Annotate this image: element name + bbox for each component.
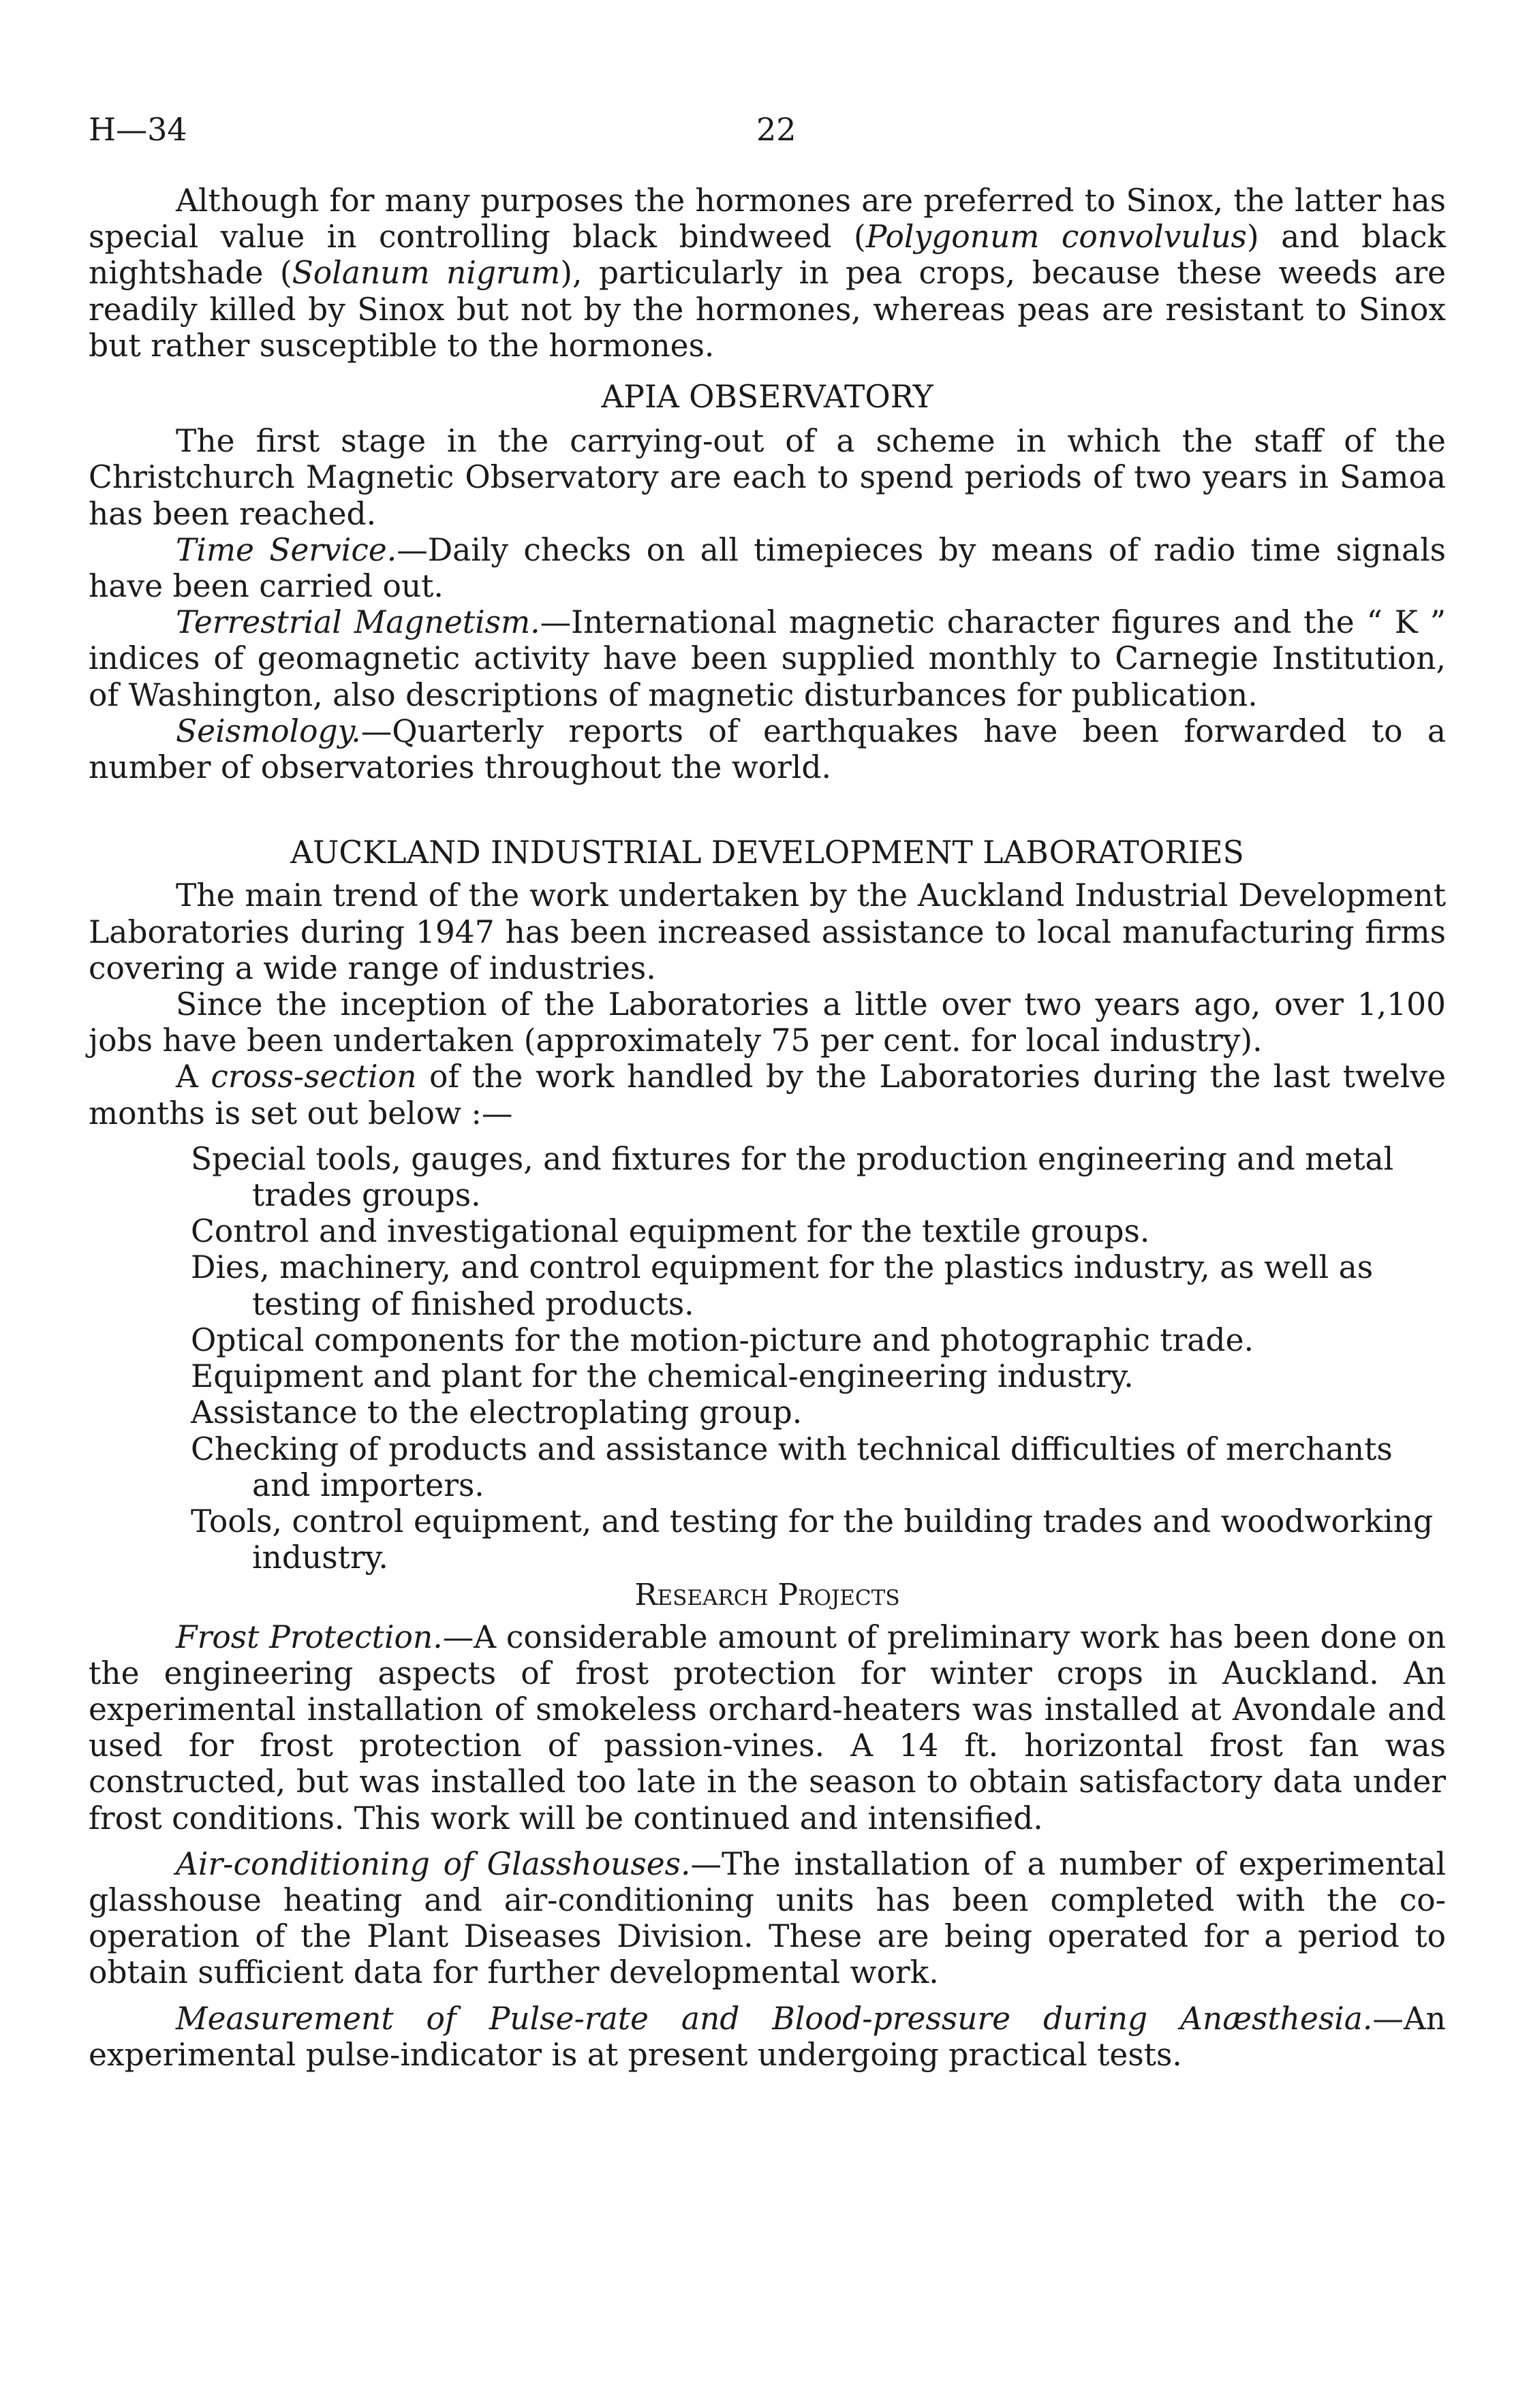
list-item: Optical components for the motion-picture and photographic trade. <box>191 1322 1254 1358</box>
auckland-p3-text-b: of the work handled by the Laboratories during the last twelve months is set out below :— <box>89 1059 1446 1131</box>
intro-text-3: ), particularly in pea crops, because these weeds are readily killed by Sinox but not by the hormones, whereas peas are resistant to Sinox but rather susceptible to the hormones. <box>89 255 1447 364</box>
list-item: Equipment and plant for the chemical-engineering industry. <box>191 1358 1134 1395</box>
seismology-label: Seismology. <box>176 713 361 749</box>
intro-text-2: ) and black nightshade ( <box>89 219 1446 292</box>
seismology-text: —Quarterly reports of earthquakes have been forwarded to a number of observatories throughout the world. <box>89 713 1446 786</box>
apia-paragraph: The first stage in the carrying-out of a scheme in which the staff of the Christchurch Magnetic Observatory are each to spend periods of two years in Samoa has been reached. <box>89 423 1446 532</box>
frost-paragraph <box>89 1619 1446 1836</box>
time-service-text: —Daily checks on all timepieces by means of radio time signals have been carried out. <box>89 531 1446 605</box>
intro-paragraph <box>89 183 1446 364</box>
time-service-label: Time Service. <box>176 531 397 568</box>
air-conditioning-label: Air-conditioning of Glasshouses. <box>176 1845 691 1882</box>
list-item: Checking of products and assistance with technical difficulties of merchants and importers. <box>191 1430 1393 1503</box>
magnetism-paragraph <box>89 604 1446 713</box>
auckland-p3-text-a: A <box>176 1059 211 1095</box>
list-item: Dies, machinery, and control equipment for the plastics industry, as well as testing of finished products. <box>191 1249 1374 1322</box>
list-item: Special tools, gauges, and fixtures for the production engineering and metal trades groups. <box>191 1140 1394 1214</box>
seismology-paragraph <box>89 713 1446 785</box>
auckland-heading: AUCKLAND INDUSTRIAL DEVELOPMENT LABORATORIES <box>290 834 1244 871</box>
frost-text: —A considerable amount of preliminary work has been done on the engineering aspects of frost protection for winter crops in Auckland. An experimental installation of smokeless orchard-heaters was installed at Avondale and used for frost protection of passion-vines. A 14 ft. horizontal frost fan was constructed, but was installed too late in the season to obtain satisfactory data under frost conditions. This work will be continued and intensified. <box>89 1619 1446 1836</box>
document-reference: H—34 <box>89 111 187 148</box>
list-item: Assistance to the electroplating group. <box>191 1394 803 1431</box>
page-body <box>89 183 1446 2073</box>
spacer <box>89 1991 1446 2001</box>
magnetism-text: —International magnetic character figures and the “ K ” indices of geomagnetic activity have been supplied monthly to Carnegie Institution, of Washington, also descriptions of magnetic disturbances for publication. <box>89 604 1446 713</box>
frost-label: Frost Protection. <box>176 1619 443 1655</box>
spacer <box>89 1836 1446 1846</box>
auckland-paragraph-3 <box>89 1059 1446 1131</box>
pulse-label: Measurement of Pulse-rate and Blood-pressure during Anæsthesia. <box>176 2000 1373 2037</box>
research-heading: Research Projects <box>634 1578 900 1613</box>
air-conditioning-paragraph <box>89 1846 1446 1991</box>
auckland-p3-italic: cross-section <box>211 1059 417 1095</box>
pulse-paragraph <box>89 2001 1446 2073</box>
intro-species-2: Solanum nigrum <box>292 255 561 292</box>
magnetism-label: Terrestrial Magnetism. <box>176 604 540 641</box>
spacer <box>89 1131 1446 1141</box>
page-number: 22 <box>756 111 797 148</box>
pulse-text: —An experimental pulse-indicator is at present undergoing practical tests. <box>89 2000 1446 2073</box>
auckland-paragraph-2: Since the inception of the Laboratories a little over two years ago, over 1,100 jobs have been undertaken (approximately 75 per cent. for local industry). <box>89 986 1446 1059</box>
air-conditioning-text: —The installation of a number of experimental glasshouse heating and air-conditioning units has been completed with the co-operation of the Plant Diseases Division. These are being operated for a period to obtain sufficient data for further developmental work. <box>89 1845 1446 1991</box>
auckland-paragraph-1: The main trend of the work undertaken by the Auckland Industrial Development Laboratories during 1947 has been increased assistance to local manufacturing firms covering a wide range of industries. <box>89 877 1446 986</box>
time-service-paragraph <box>89 532 1446 604</box>
intro-text-1: Although for many purposes the hormones are preferred to Sinox, the latter has special value in controlling black bindweed ( <box>89 183 1446 255</box>
list-item: Tools, control equipment, and testing for the building trades and woodworking industry. <box>191 1503 1434 1576</box>
list-item: Control and investigational equipment for the textile groups. <box>191 1213 1150 1250</box>
page-header <box>89 109 1445 163</box>
work-list <box>89 1141 1446 1576</box>
apia-heading: APIA OBSERVATORY <box>601 379 933 416</box>
intro-species-1: Polygonum convolvulus <box>865 219 1247 255</box>
